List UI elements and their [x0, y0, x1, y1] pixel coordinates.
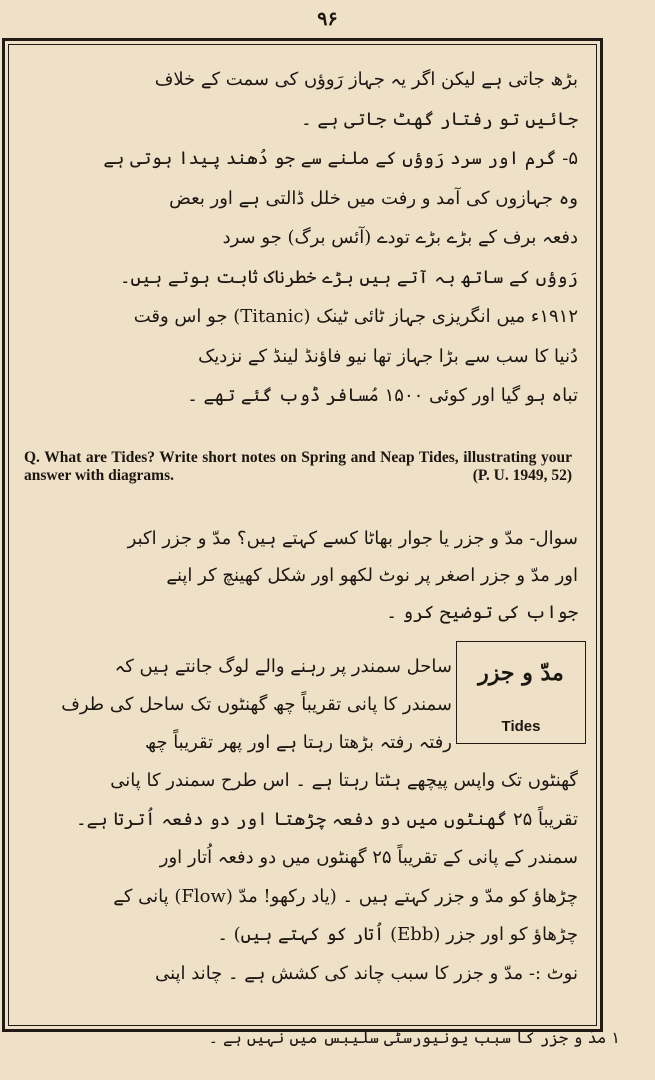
- tides-paragraph-cont: [22, 762, 578, 993]
- intro-line: دفعہ برف کے بڑے بڑے تودے (آئس برگ) جو سرد: [222, 227, 578, 248]
- question-urdu-line: اور مدّ و جزر اصغر پر نوٹ لکھو اور شکل کھینچ کر اپنے: [166, 565, 578, 586]
- question-english-text: Q. What are Tides? Write short notes on Spring and Neap Tides, illustrating your answer with diagrams.: [24, 449, 572, 484]
- tides-heading-urdu: مدّ و جزر: [478, 660, 564, 686]
- intro-line: تباہ ہو گیا اور کوئی ۱۵۰۰ مُسافر ڈوب گئے تھے ۔: [187, 385, 578, 406]
- footnote: ۱ مدّ و جزر کا سبب یونیورسٹی سلیبس میں نہیں ہے ۔: [208, 1028, 620, 1047]
- intro-line: بڑھ جاتی ہے لیکن اگر یہ جہاز رَوؤں کی سمت کے خلاف: [154, 69, 578, 90]
- tides-line: چڑھاؤ کو مدّ و جزر کہتے ہیں ۔ (یاد رکھو! مدّ (Flow) پانی کے: [113, 885, 578, 907]
- tides-line: چڑھاؤ کو اور جزر (Ebb) اُتار کو کہتے ہیں) ۔: [217, 924, 578, 945]
- question-urdu: [22, 520, 578, 631]
- question-urdu-line: سوال- مدّ و جزر یا جوار بھاٹا کسے کہتے ہیں؟ مدّ و جزر اکبر: [127, 528, 578, 549]
- intro-line: رَوؤں کے ساتھ بہ آتے ہیں بڑے خطرناک ثابت ہوتے ہیں۔: [120, 266, 578, 288]
- tides-line: تقریباً ۲۵ گھنٹوں میں دو دفعہ چڑھتا اور دو دفعہ اُترتا ہے۔: [76, 808, 578, 830]
- tides-line: ساحل سمندر پر رہنے والے لوگ جانتے ہیں کہ: [114, 656, 452, 677]
- tides-heading-box: [456, 641, 586, 744]
- tides-paragraph-start: [22, 648, 452, 762]
- question-reference: (P. U. 1949, 52): [472, 467, 572, 484]
- intro-line: ۱۹۱۲ء میں انگریزی جہاز ٹائی ٹینک (Titanic) جو اس وقت: [133, 306, 578, 327]
- tides-line: گھنٹوں تک واپس پیچھے ہٹتا رہتا ہے ۔ اس طرح سمندر کا پانی: [110, 770, 578, 791]
- intro-paragraph: [22, 60, 578, 416]
- question-urdu-line: جواب کی توضیح کرو ۔: [386, 602, 578, 623]
- question-english: [24, 449, 572, 485]
- intro-line: ۵- گرم اور سرد رَوؤں کے ملنے سے جو دُھند پیدا ہوتی ہے: [103, 148, 578, 169]
- tides-line: نوٹ :- مدّ و جزر کا سبب چاند کی کشش ہے ۔ چاند اپنی: [155, 962, 578, 984]
- tides-line: سمندر کے پانی کے تقریباً ۲۵ گھنٹوں میں دو دفعہ اُتار اور: [159, 847, 578, 868]
- tides-line: سمندر کا پانی تقریباً چھ گھنٹوں تک ساحل کی طرف: [61, 694, 452, 715]
- tides-heading-english: Tides: [501, 718, 541, 735]
- intro-line: دُنیا کا سب سے بڑا جہاز تھا نیو فاؤنڈ لینڈ کے نزدیک: [198, 345, 578, 367]
- intro-line: وہ جہازوں کی آمد و رفت میں خلل ڈالتی ہے اور بعض: [169, 187, 578, 209]
- tides-line: رفتہ رفتہ بڑھتا رہتا ہے اور پھر تقریباً چھ: [144, 732, 452, 753]
- page-number: ۹۶: [317, 8, 338, 30]
- intro-line: جائیں تو رفتار گھٹ جاتی ہے ۔: [301, 108, 578, 130]
